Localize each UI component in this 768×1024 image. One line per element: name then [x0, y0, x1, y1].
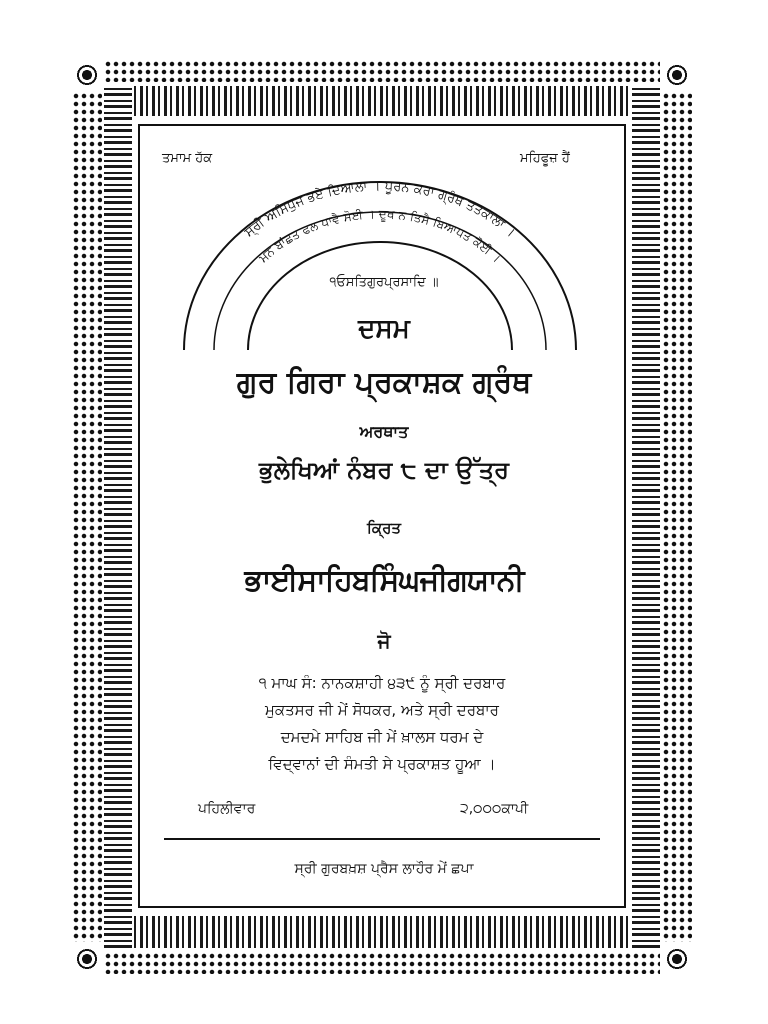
ornament-bottom-band: [104, 916, 660, 948]
note-line-4: ਵਿਦ੍ਵਾਨਾਂ ਦੀ ਸੰਮਤੀ ਸੇ ਪ੍ਰਕਾਸ਼ਤ ਹੂਆ ।: [268, 755, 496, 773]
ornament-left-band: [104, 86, 132, 948]
arch-outer-verse: ਸ੍ਰੀ ਅਸਿਧੁਜ ਭਏ ਦਿਆਲਾ । ਪੂਰਨ ਕਰਾ ਗ੍ਰੰਥ ਤਤਕਾਲਾ ।: [241, 178, 519, 241]
title-dasam: ਦਸਮ: [358, 314, 410, 344]
border-bottom-band: [72, 952, 692, 974]
title-arthat: ਅਰਥਾਤ: [359, 422, 409, 441]
inner-rule-right: [624, 124, 626, 908]
note-line-3: ਦਮਦਮੇ ਸਾਹਿਬ ਜੀ ਮੇਂ ਖ਼ਾਲਸ ਧਰਮ ਦੇ: [280, 728, 484, 746]
printer-note: ਸ੍ਰੀ ਗੁਰਬਖ਼ਸ਼ ਪ੍ਰੈਸ ਲਾਹੌਰ ਮੇਂ ਛਪਾ: [294, 861, 474, 877]
title-subtitle: ਭੁਲੇਖਿਆਂ ਨੰਬਰ ੮ ਦਾ ਉੱਤ੍ਰ: [259, 456, 509, 484]
ornament-right-band: [632, 86, 660, 948]
inner-rule-bottom: [138, 906, 626, 908]
arch-inner-verse: ਮਨ ਬਾਂਛਤ ਫਲ ਪਾਵੈ ਸੋਈ । ਦੂਖ ਨ ਤਿਸੈ ਬਿਆਪਤ ਕੋਈ ।: [256, 206, 504, 266]
corner-ornament-top-right: [660, 58, 694, 92]
inner-rule-left: [138, 124, 140, 908]
border-left-band: [72, 60, 102, 974]
header-right-text: ਮਹਿਫੂਜ਼ ਹੈਂ: [520, 151, 570, 166]
title-krit: ਕ੍ਰਿਤ: [367, 519, 401, 537]
border-right-band: [662, 60, 692, 974]
header-left-text: ਤਮਾਮ ਹੱਕ: [162, 151, 213, 166]
edition-label: ਪਹਿਲੀਵਾਰ: [198, 801, 256, 817]
ornament-top-band: [104, 86, 660, 116]
author-name: ਭਾਈਸਾਹਿਬਸਿੰਘਜੀਗਯਾਨੀ: [244, 563, 524, 598]
title-main: ਗੁਰ ਗਿਰਾ ਪ੍ਰਕਾਸ਼ਕ ਗ੍ਰੰਥ: [236, 365, 532, 400]
corner-ornament-bottom-right: [660, 942, 694, 976]
corner-ornament-bottom-left: [70, 942, 104, 976]
note-line-2: ਮੁਕਤਸਰ ਜੀ ਮੇਂ ਸੋਧਕਰ, ਅਤੇ ਸ੍ਰੀ ਦਰਬਾਰ: [264, 701, 499, 719]
inner-rule-top: [138, 124, 626, 126]
edition-copies: ੨,੦੦੦ਕਾਪੀ: [460, 801, 529, 817]
title-jo: ਜੋ: [377, 629, 391, 653]
border-top-band: [72, 60, 692, 82]
corner-ornament-top-left: [70, 58, 104, 92]
publication-note: [150, 676, 614, 772]
invocation-text: ੧ਓਸਤਿਗੁਰਪ੍ਰਸਾਦਿ ॥: [329, 275, 439, 290]
footer-divider: [164, 838, 600, 840]
note-line-1: ੧ ਮਾਘ ਸੰ: ਨਾਨਕਸ਼ਾਹੀ ੪੩੯ ਨੂੰ ਸ੍ਰੀ ਦਰਬਾਰ: [258, 674, 506, 692]
